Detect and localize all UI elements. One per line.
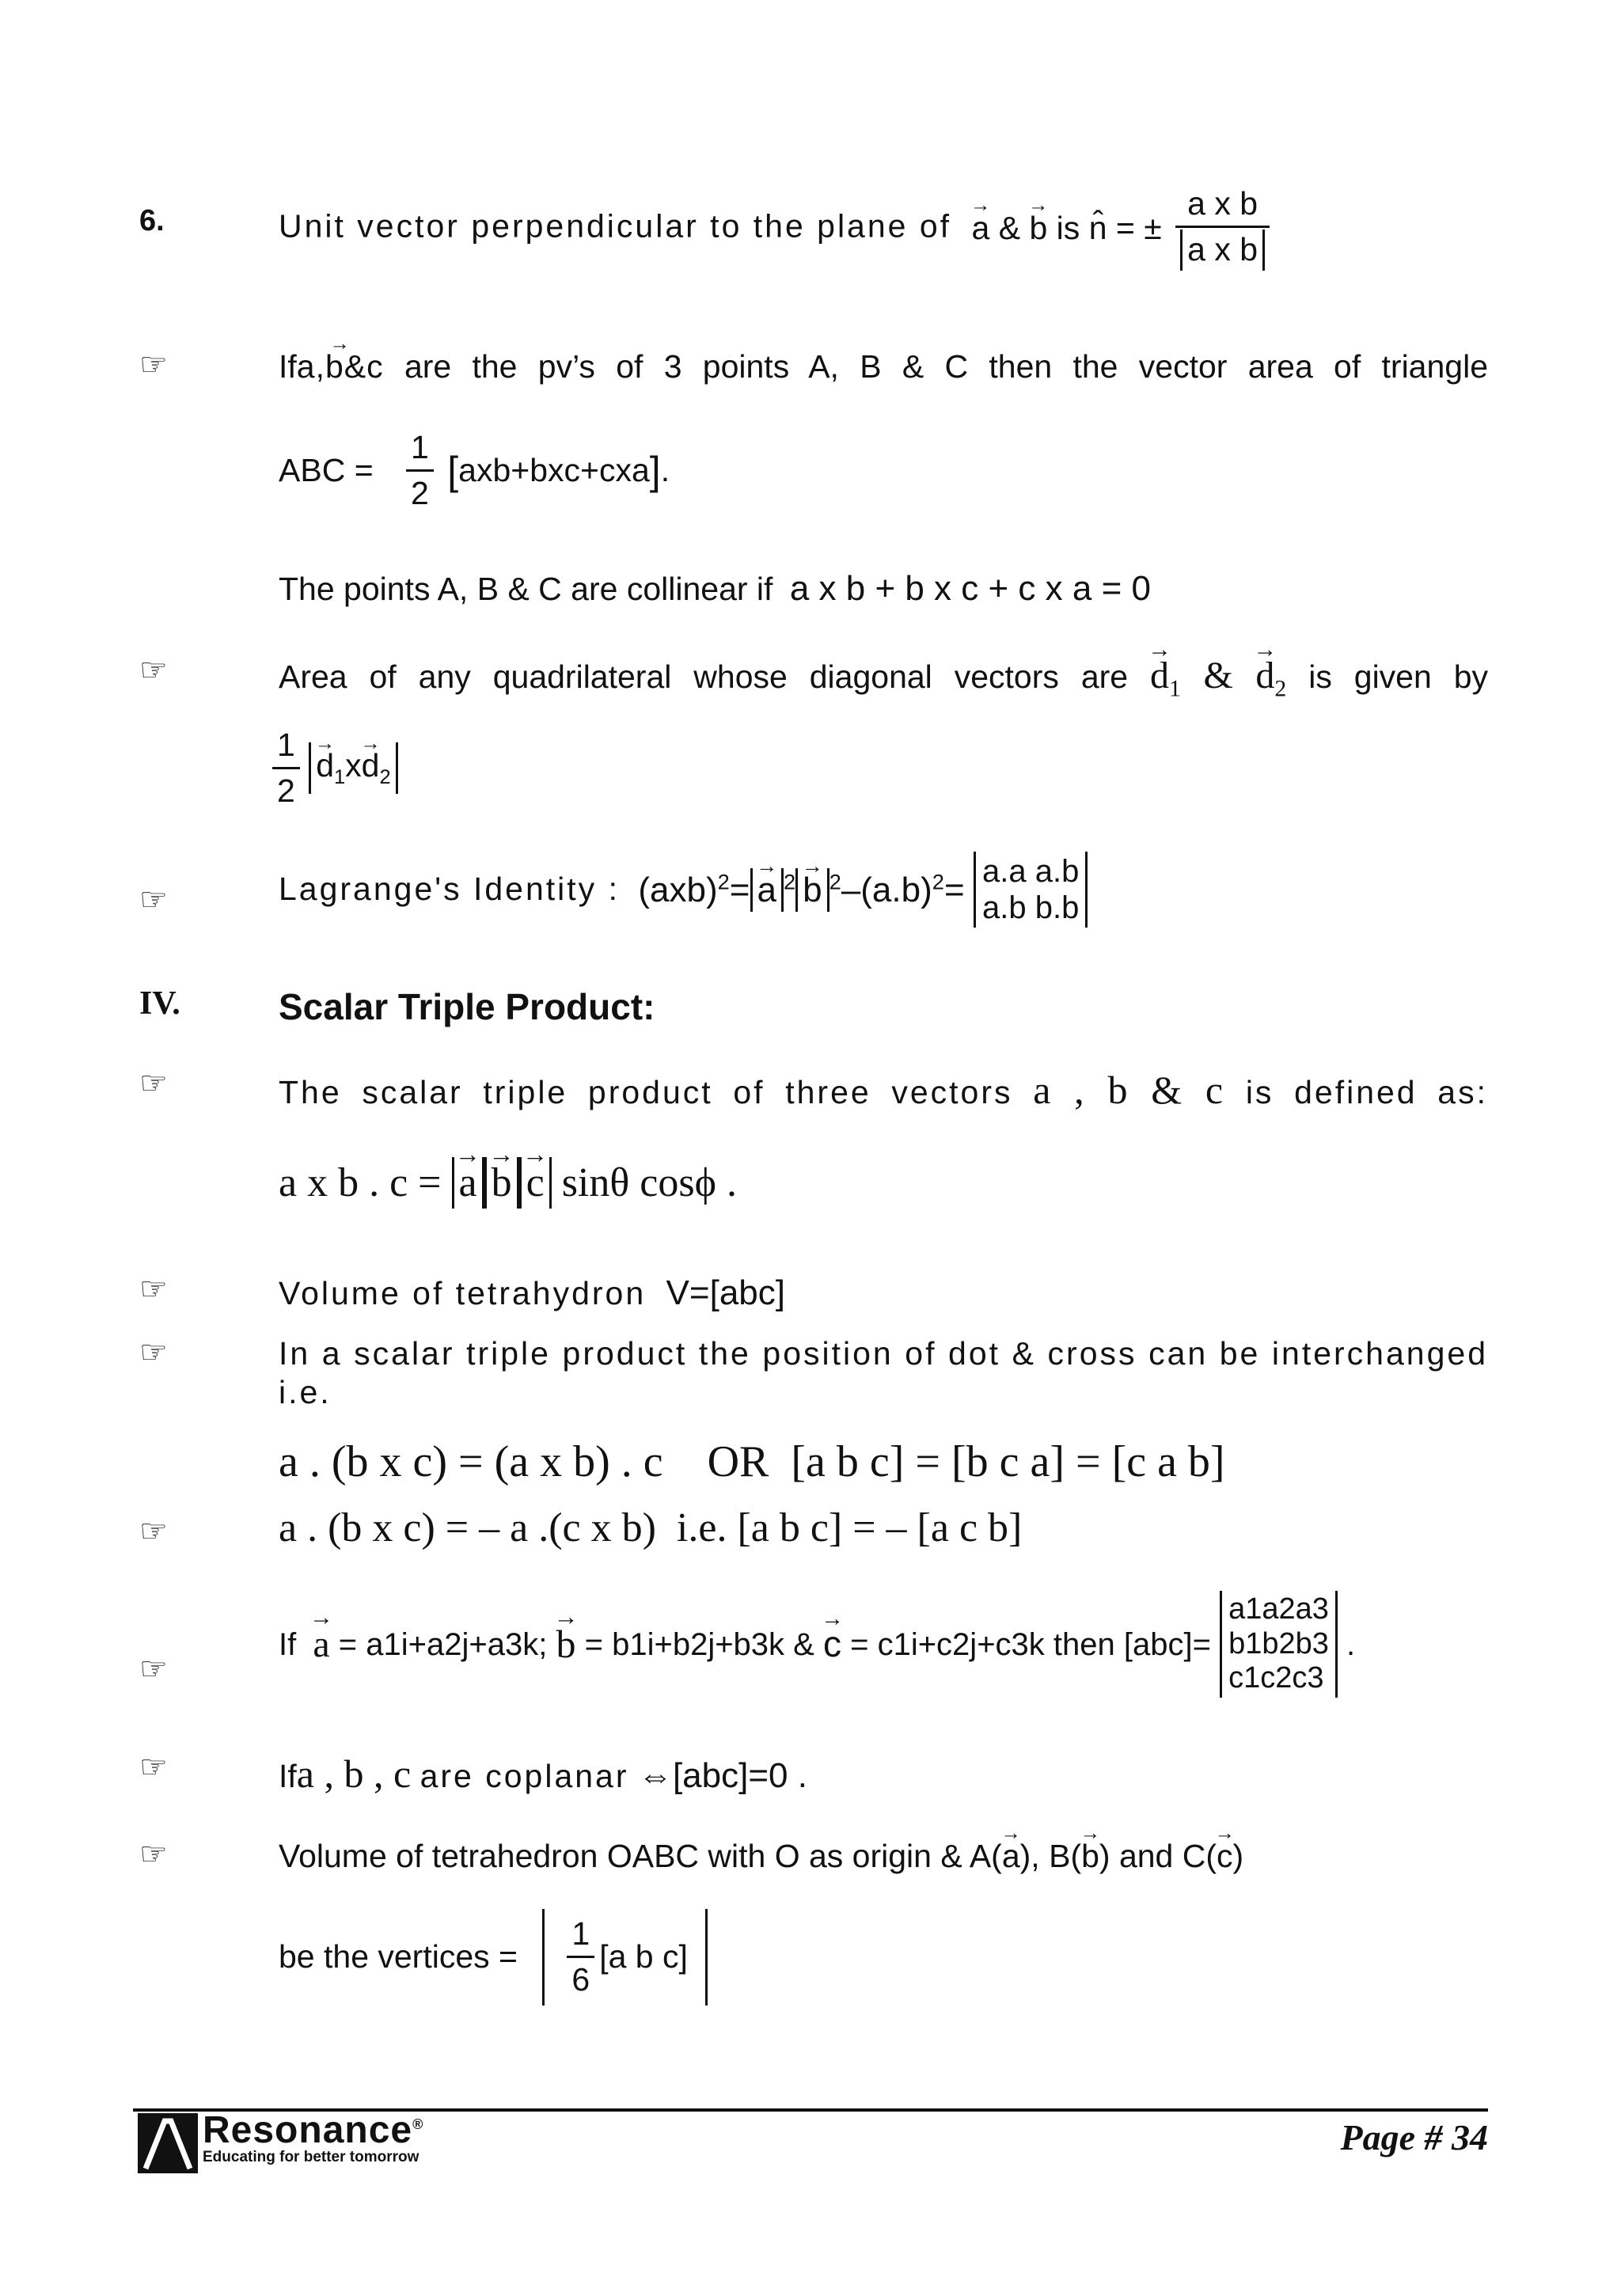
resonance-logo: Resonance® Educating for better tomorrow [203, 2109, 424, 2165]
half-fraction: $\frac{1}{2}$ [272, 725, 300, 812]
component-determinant: a1a2a3 b1b2b3 c1c2c3 [1220, 1591, 1338, 1698]
item-6-content [279, 185, 1488, 272]
pointing-hand-icon: ☞ [139, 1066, 168, 1101]
pointing-hand-icon: ☞ [139, 653, 168, 688]
lagrange-formula: (axb)$^2$= a → $^2$ $b \to ^2-(a.b)^2=$ [638, 868, 964, 912]
gram-determinant: a.a a.b a.b b.b [974, 852, 1088, 928]
logo-tagline: Educating for better tomorrow [203, 2149, 419, 2165]
item-6-text: Unit vector perpendicular to the plane of [279, 207, 952, 245]
collinear-condition: a x b + b x c + c x a = 0 [789, 569, 1151, 608]
vector-area-line: Ifa,b&c → are the pv’s of 3 points A, B & C then the vector area of triangle [279, 347, 1488, 387]
unit-normal-formula: a → & b → is n̂ = ± [971, 208, 1161, 249]
item-number: 6. [139, 204, 165, 237]
negation-formula: a . (b x c) = – a .(c x b) i.e. [a b c] = – [a c b] [279, 1505, 1023, 1550]
pointing-hand-icon: ☞ [139, 1335, 168, 1370]
coplanar-condition: ⇔[abc]=0 . [637, 1756, 807, 1795]
three-vectors: a , b & c [1033, 1068, 1226, 1112]
pointing-hand-icon: ☞ [139, 1272, 168, 1307]
pointing-hand-icon: ☞ [139, 1750, 168, 1785]
vector-area-expression: axb+bxc+cxa [458, 452, 650, 489]
resonance-logo-icon [138, 2113, 198, 2173]
pointing-hand-icon: ☞ [139, 347, 168, 382]
cross-product-magnitude: $d \to_1xd \to_2$ [309, 742, 397, 794]
interchange-text: In a scalar triple product the position of dot & cross can be interchanged i.e. [279, 1335, 1488, 1411]
lagrange-label: Lagrange's Identity : [279, 871, 620, 908]
pointing-hand-icon: ☞ [139, 1514, 168, 1549]
page-number: Page # 34 [1340, 2117, 1488, 2157]
volume-formula: V=[abc] [666, 1273, 785, 1312]
fraction-denominator: a x b [1175, 226, 1270, 270]
diagonal-vectors: $d \to_1$ & $d \to_2$ [1150, 655, 1286, 696]
section-title: Scalar Triple Product: [279, 986, 655, 1027]
unit-normal-fraction [1175, 184, 1270, 271]
pointing-hand-icon: ☞ [139, 1837, 168, 1872]
pointing-hand-icon: ☞ [139, 882, 168, 917]
half-fraction: $\frac{1}{2}$ [406, 427, 434, 514]
section-numeral: IV. [139, 985, 180, 1022]
fraction-numerator: a x b [1187, 185, 1258, 222]
pointing-hand-icon: ☞ [139, 1652, 168, 1687]
